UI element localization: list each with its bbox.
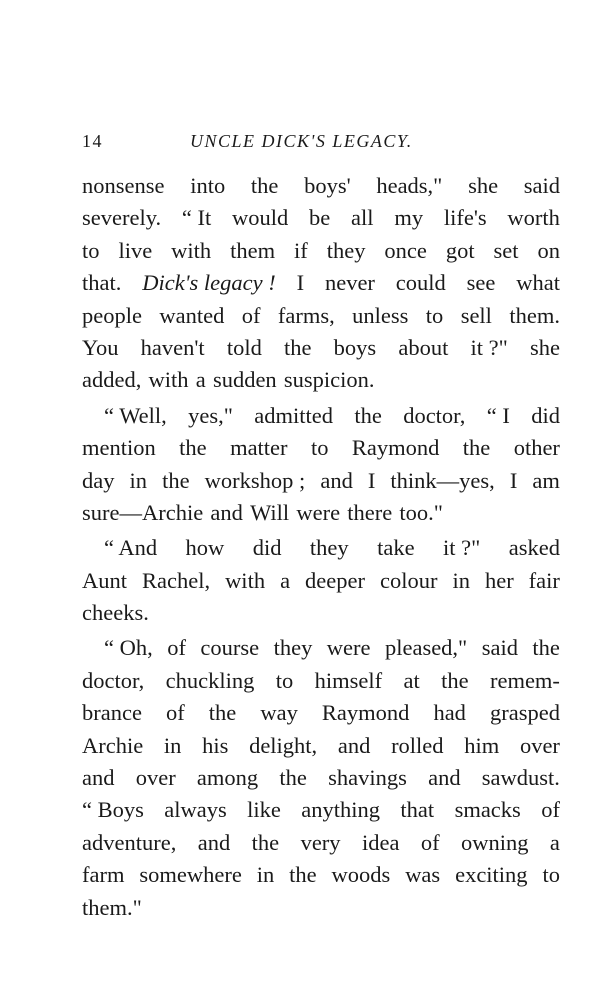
word: the [162, 467, 190, 493]
word: if [294, 237, 308, 263]
word: of [420, 829, 440, 855]
text-line [82, 827, 560, 859]
word: and [197, 829, 231, 855]
word: them. [509, 302, 560, 328]
word: them [230, 237, 276, 263]
word: my [394, 205, 424, 231]
word: they [309, 535, 349, 561]
word: “ Well, [104, 402, 167, 428]
word: “ Oh, [104, 635, 153, 661]
word: how [185, 535, 225, 561]
word: doctor, [82, 667, 145, 693]
word: it ?" [442, 535, 481, 561]
word: and [210, 499, 243, 525]
body-text [82, 170, 560, 924]
word: Rachel, [141, 567, 211, 593]
word: Raymond [351, 435, 440, 461]
word: set [493, 237, 519, 263]
word: in [163, 732, 182, 758]
word: the [208, 700, 237, 726]
running-title: UNCLE DICK'S LEGACY. [190, 131, 413, 151]
running-head [82, 131, 560, 155]
word: into [190, 173, 226, 198]
word: chuckling [165, 667, 255, 693]
text-line [82, 432, 560, 464]
word: they [326, 237, 366, 263]
word: in [129, 467, 148, 493]
word: “ Boys [82, 797, 144, 823]
word: Will [250, 499, 290, 525]
word: said [523, 173, 560, 198]
word: to [275, 667, 294, 693]
word: they [273, 635, 313, 661]
word: matter [230, 435, 288, 461]
word: Aunt [82, 567, 127, 593]
word: and [428, 765, 461, 791]
word: I [367, 467, 376, 493]
word: shavings [328, 765, 407, 791]
word: of [166, 700, 185, 726]
word: “ It [181, 205, 212, 231]
word: and [320, 467, 353, 493]
word: like [247, 797, 281, 823]
word: that [400, 797, 435, 823]
word: think—yes, [390, 467, 495, 493]
word: boys [333, 334, 377, 360]
word: exciting [455, 862, 528, 888]
word: doctor, [403, 402, 466, 428]
word: course [200, 635, 260, 661]
word: heads," [376, 173, 443, 198]
text-line [82, 497, 560, 529]
word: and [337, 732, 371, 758]
word: she [468, 173, 499, 198]
word: haven't [140, 334, 205, 360]
word: cheeks. [82, 600, 149, 626]
word: of [241, 302, 261, 328]
word: the [462, 435, 491, 461]
word: a [280, 567, 291, 593]
text-line [82, 235, 560, 267]
word: delight, [249, 732, 318, 758]
word: his [202, 732, 229, 758]
word: colour [379, 567, 438, 593]
word: sawdust. [481, 765, 560, 791]
word: it ?" [470, 334, 508, 360]
text-line [82, 532, 560, 564]
word: there [347, 499, 393, 525]
word: of [541, 797, 560, 823]
word: himself [314, 667, 383, 693]
word: to [310, 435, 329, 461]
word: the [354, 402, 382, 428]
word: deeper [305, 567, 365, 593]
word: I [509, 467, 518, 493]
word: very [300, 829, 341, 855]
text-line [82, 762, 560, 794]
text-line [82, 892, 560, 924]
word: woods [331, 862, 391, 888]
word: sure—Archie [82, 499, 204, 525]
word: Archie [82, 732, 144, 758]
word: live [118, 237, 153, 263]
word: life's [443, 205, 487, 231]
word: the [251, 829, 280, 855]
word: to [425, 302, 444, 328]
word: admitted [254, 402, 333, 428]
word: told [226, 334, 262, 360]
word: the [250, 173, 279, 198]
text-line [82, 364, 560, 396]
word: grasped [489, 700, 560, 726]
word: were [326, 635, 371, 661]
word: over [135, 765, 176, 791]
word: sell [460, 302, 492, 328]
word: about [398, 334, 449, 360]
word: wanted [159, 302, 225, 328]
text-line [82, 632, 560, 664]
word: the [289, 862, 317, 888]
word: owning [461, 829, 529, 855]
word: take [377, 535, 415, 561]
word: workshop ; [204, 467, 306, 493]
word: Dick's legacy ! [142, 270, 276, 296]
word: added, [82, 367, 142, 393]
word: asked [508, 535, 560, 561]
word: said [481, 635, 518, 661]
text-line [82, 400, 560, 432]
text-line [82, 597, 560, 629]
word: be [309, 205, 331, 231]
word: had [433, 700, 466, 726]
word: did [252, 535, 282, 561]
word: “ And [104, 535, 158, 561]
word: You [82, 334, 119, 360]
text-line [82, 730, 560, 762]
word: could [395, 270, 446, 296]
word: them." [82, 894, 142, 920]
word: rolled [391, 732, 444, 758]
word: were [296, 499, 341, 525]
word: would [232, 205, 289, 231]
word: at [403, 667, 420, 693]
word: unless [352, 302, 409, 328]
word: idea [361, 829, 400, 855]
word: brance [82, 700, 142, 726]
word: remem- [489, 667, 560, 693]
word: always [164, 797, 227, 823]
word: way [260, 700, 298, 726]
word: the [279, 765, 307, 791]
word: on [537, 237, 560, 263]
word: over [519, 732, 560, 758]
word: fair [528, 567, 560, 593]
word: with [171, 237, 212, 263]
word: boys' [304, 173, 351, 198]
word: that. [82, 270, 122, 296]
word: and [82, 765, 115, 791]
word: to [542, 862, 560, 888]
word: never [324, 270, 375, 296]
word: farms, [277, 302, 335, 328]
text-line [82, 332, 560, 364]
word: the [441, 667, 469, 693]
word: she [529, 334, 560, 360]
word: smacks [454, 797, 521, 823]
word: in [452, 567, 470, 593]
word: once [384, 237, 427, 263]
word: severely. [82, 205, 162, 231]
word: the [179, 435, 207, 461]
word: all [351, 205, 374, 231]
text-line [82, 697, 560, 729]
word: the [532, 635, 560, 661]
word: with [148, 367, 189, 393]
word: mention [82, 435, 156, 461]
word: of [167, 635, 186, 661]
word: got [445, 237, 475, 263]
text-line [82, 300, 560, 332]
text-line [82, 202, 560, 234]
text-line [82, 859, 560, 891]
word: him [464, 732, 500, 758]
word: I [296, 270, 305, 296]
text-line [82, 665, 560, 697]
word: what [516, 270, 560, 296]
word: her [484, 567, 514, 593]
word: did [531, 402, 560, 428]
text-line [82, 565, 560, 597]
word: a [549, 829, 560, 855]
word: nonsense [82, 173, 165, 198]
word: see [466, 270, 496, 296]
word: anything [301, 797, 381, 823]
word: “ I [486, 402, 510, 428]
word: people [82, 302, 142, 328]
word: to [82, 237, 100, 263]
word: suspicion. [283, 367, 375, 393]
word: among [196, 765, 259, 791]
word: in [256, 862, 275, 888]
word: a [195, 367, 206, 393]
text-line [82, 465, 560, 497]
word: sudden [212, 367, 277, 393]
text-line [82, 794, 560, 826]
word: am [532, 467, 560, 493]
word: yes," [188, 402, 233, 428]
word: pleased," [384, 635, 468, 661]
word: was [405, 862, 441, 888]
word: the [284, 334, 312, 360]
word: day [82, 467, 115, 493]
word: too." [399, 499, 443, 525]
word: adventure, [82, 829, 177, 855]
page-number: 14 [82, 131, 103, 151]
word: somewhere [139, 862, 242, 888]
text-line [82, 170, 560, 202]
text-line [82, 267, 560, 299]
word: other [513, 435, 560, 461]
word: worth [507, 205, 560, 231]
word: farm [82, 862, 125, 888]
word: with [225, 567, 266, 593]
word: Raymond [321, 700, 410, 726]
